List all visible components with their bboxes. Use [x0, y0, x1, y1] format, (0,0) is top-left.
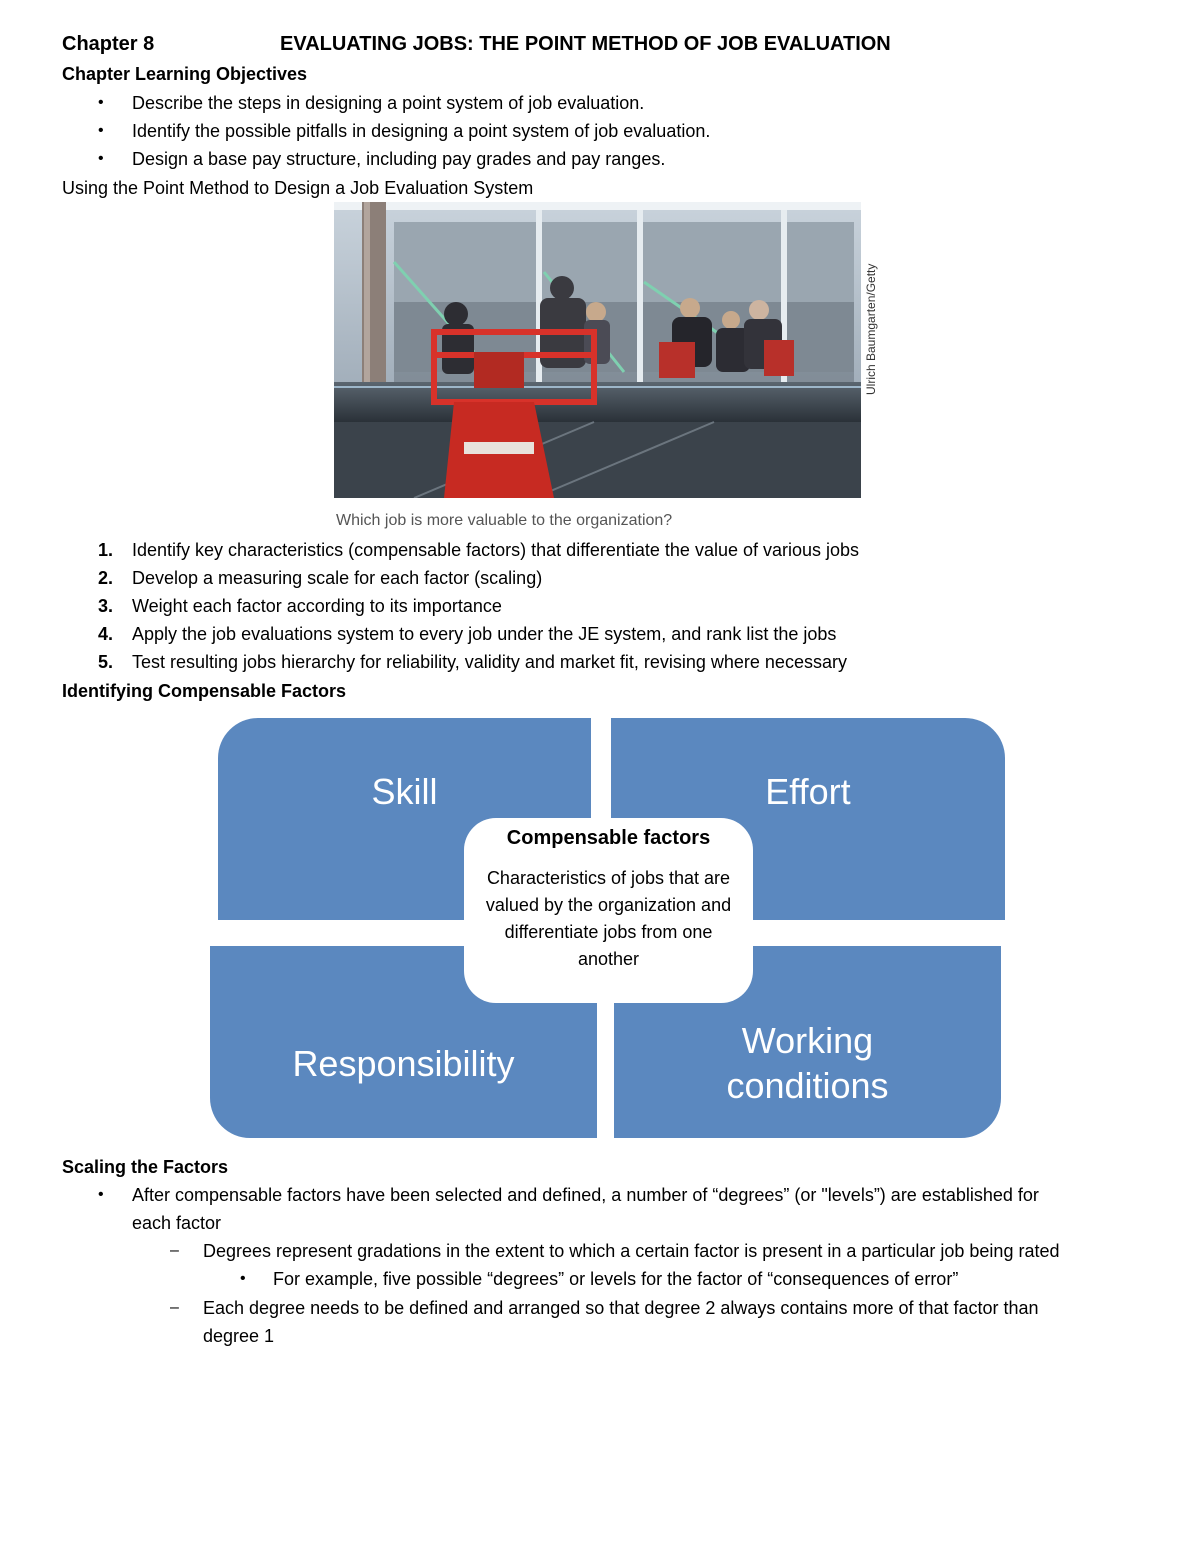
center-description: Characteristics of jobs that are valued by the organization and differentiate jobs from one another [485, 868, 732, 969]
bullet-icon: • [98, 150, 104, 167]
office-window-photo [334, 202, 861, 498]
scaling-dash-item: Each degree needs to be defined and arranged so that degree 2 always contains more of that factor than [203, 1298, 1039, 1318]
compensable-heading: Identifying Compensable Factors [62, 681, 347, 701]
photo-credit: Ulrich Baumgarten/Getty [864, 263, 878, 395]
step-item: Test resulting jobs hierarchy for reliability, validity and market fit, revising where necessary [132, 652, 847, 672]
effort-label: Effort [765, 771, 851, 812]
skill-label: Skill [371, 771, 438, 812]
bullet-icon: • [98, 1186, 104, 1203]
step-item: Apply the job evaluations system to every job under the JE system, and rank list the jobs [132, 624, 837, 644]
photo-caption: Which job is more valuable to the organization? [336, 512, 673, 529]
step-item: Weight each factor according to its importance [132, 596, 502, 616]
scaling-dash-item-cont: degree 1 [203, 1326, 275, 1346]
dash-icon: – [170, 1299, 179, 1316]
compensable-factors-center [464, 818, 753, 1003]
scaling-bullet-line1: After compensable factors have been selected and defined, a number of “degrees” (or "levels”) are established for [132, 1185, 1039, 1205]
step-item: Develop a measuring scale for each factor (scaling) [132, 568, 543, 588]
step-item: Identify key characteristics (compensable factors) that differentiate the value of various jobs [132, 540, 860, 560]
point-method-heading: Using the Point Method to Design a Job Evaluation System [62, 178, 534, 198]
scaling-dash-item: Degrees represent gradations in the extent to which a certain factor is present in a particular job being rated [203, 1241, 1060, 1261]
objective-item: Describe the steps in designing a point system of job evaluation. [132, 93, 645, 113]
responsibility-label: Responsibility [292, 1043, 515, 1084]
step-number: 1. [98, 540, 114, 560]
scaling-sub-bullet: For example, five possible “degrees” or levels for the factor of “consequences of error” [273, 1269, 959, 1289]
objective-item: Identify the possible pitfalls in designing a point system of job evaluation. [132, 121, 711, 141]
scaling-heading: Scaling the Factors [62, 1157, 229, 1177]
scaling-bullet-line2: each factor [132, 1213, 222, 1233]
step-number: 2. [98, 568, 114, 588]
chapter-label: Chapter 8 [62, 33, 155, 55]
dash-icon: – [170, 1242, 179, 1259]
objectives-heading: Chapter Learning Objectives [62, 64, 308, 84]
working-conditions-label-line1: Working [741, 1020, 874, 1061]
step-number: 5. [98, 652, 114, 672]
center-title: Compensable factors [506, 827, 711, 849]
chapter-title: EVALUATING JOBS: THE POINT METHOD OF JOB EVALUATION [280, 33, 891, 55]
bullet-icon: • [98, 122, 104, 139]
objective-item: Design a base pay structure, including pay grades and pay ranges. [132, 149, 666, 169]
step-number: 4. [98, 624, 114, 644]
step-number: 3. [98, 596, 114, 616]
bullet-icon: • [98, 94, 104, 111]
working-conditions-label-line2: conditions [726, 1065, 889, 1106]
bullet-icon: • [240, 1270, 246, 1287]
